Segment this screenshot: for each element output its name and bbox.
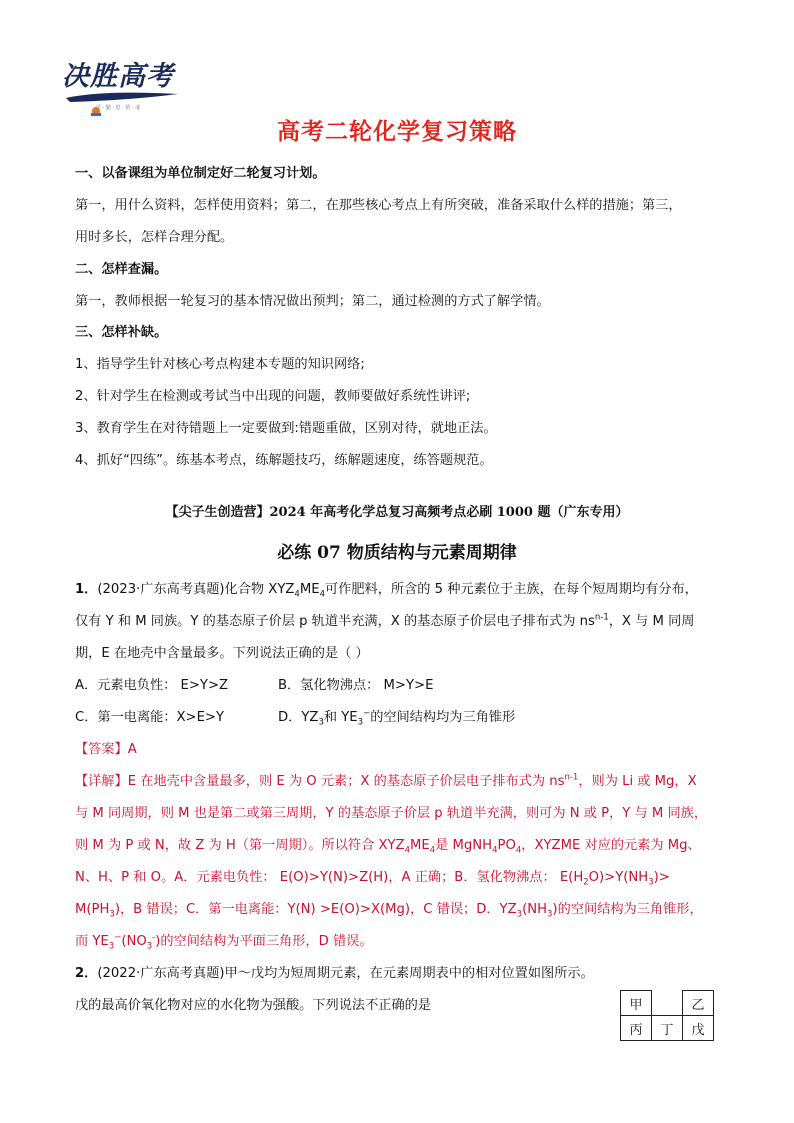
strategy-heading-3: 三、怎样补缺。 [75, 325, 168, 340]
logo-brush-stroke [62, 90, 182, 104]
series-title: 【尖子生创造营】2024 年高考化学总复习高频考点必刷 1000 题（广东专用） [165, 505, 629, 520]
table-cell [652, 991, 683, 1016]
strategy-item-2: 2、针对学生在检测或考试当中出现的问题，教师要做好系统性讲评; [75, 389, 471, 404]
strategy-paragraph-1a: 第一，用什么资料，怎样使用资料；第二，在那些核心考点上有所突破，准备采取什么样的措施；第三， [75, 198, 682, 213]
logo-text: 决胜高考 [62, 61, 174, 92]
table-cell: 甲 [621, 991, 652, 1016]
q1-option-d: D．$YZ_3$和 $YE_3^-$的空间结构均为三角锥形 [278, 708, 516, 728]
q1-source: (2023·广东高考真题)化合物 XYZ [97, 582, 295, 597]
strategy-paragraph-2: 第一，教师根据一轮复习的基本情况做出预判；第二，通过检测的方式了解学情。 [75, 294, 550, 309]
strategy-heading-1: 一、以备课组为单位制定好二轮复习计划。 [75, 166, 326, 181]
q1-option-b: B．氢化物沸点： M>Y>E [278, 678, 434, 693]
q1-explanation-5: $M(PH_3)$，B 错误；C．第一电离能：Y(N) >E(O)>X(Mg)，C 错误；D．$YZ_3(NH_3)$的空间结构为三角锥形， [75, 902, 703, 920]
q2-line-1: 2．(2022·广东高考真题)甲～戊均为短周期元素，在元素周期表中的相对位置如图所示。 [75, 966, 594, 981]
table-cell: 丁 [652, 1016, 683, 1041]
q1-option-a: A．元素电负性： E>Y>Z [75, 678, 229, 693]
logo-subtext: 学 · 勤 · 思 · 悟 · 成 [96, 105, 141, 111]
strategy-item-3: 3、教育学生在对待错题上一定要做到:错题重做，区别对待，就地正法。 [75, 421, 497, 436]
q1-answer: 【答案】A [75, 742, 137, 757]
strategy-item-1: 1、指导学生针对核心考点构建本专题的知识网络; [75, 357, 365, 372]
q1-explanation-3: 则 M 为 P 或 N，故 Z 为 H（第一周期）。所以符合 $XYZ_4ME_4$是 $MgNH_4PO_4$，XYZME 对应的元素为 Mg、 [75, 838, 701, 856]
q1-line-2: 仅有 Y 和 M 同族。Y 的基态原子价层 p 轨道半充满，X 的基态原子价层电子排布式为 $ns^{n-1}$，X 与 M 同周 [75, 612, 695, 629]
q1-number: 1． [75, 582, 98, 597]
q1-explanation-1: 【详解】E 在地壳中含量最多，则 E 为 O 元素；X 的基态原子价层电子排布式为 $ns^{n-1}$，则为 Li 或 Mg，X [75, 772, 697, 789]
q1-option-c: C．第一电离能：X>E>Y [75, 710, 225, 725]
q1-explanation-2: 与 M 同周期，则 M 也是第二或第三周期，Y 的基态原子价层 p 轨道半充满，则可为 N 或 P，Y 与 M 同族， [75, 806, 708, 821]
page-title: 高考二轮化学复习策略 [277, 119, 517, 145]
strategy-heading-2: 二、怎样查漏。 [75, 262, 168, 277]
periodic-table-fragment [620, 990, 714, 1041]
q1-explanation-6: 而 $YE_3^-(NO_3^-)$的空间结构为平面三角形，D 错误。 [75, 932, 373, 952]
q1-line-1: 1．(2023·广东高考真题)化合物 $XYZ_4ME_4$可作肥料，所含的 5 种元素位于主族，在每个短周期均有分布， [75, 582, 698, 600]
section-title: 必练 07 物质结构与元素周期律 [277, 543, 517, 563]
table-row [621, 991, 714, 1016]
strategy-paragraph-1b: 用时多长，怎样合理分配。 [75, 230, 234, 245]
table-row [621, 1016, 714, 1041]
q2-number: 2． [75, 966, 98, 981]
table-cell: 戊 [683, 1016, 714, 1041]
q1-line-3: 期，E 在地壳中含量最多。下列说法正确的是（ ） [75, 646, 369, 661]
q2-line-2: 戊的最高价氧化物对应的水化物为强酸。下列说法不正确的是 [75, 998, 432, 1013]
strategy-item-4: 4、抓好“四练”。练基本考点，练解题技巧，练解题速度，练答题规范。 [75, 453, 493, 468]
q1-explanation-4: N、H、P 和 O。A．元素电负性： E(O)>Y(N)>Z(H)，A 正确；B．氢化物沸点： $E(H_2O)>Y(NH_3)>$ [75, 870, 670, 888]
table-cell: 乙 [683, 991, 714, 1016]
table-cell: 丙 [621, 1016, 652, 1041]
